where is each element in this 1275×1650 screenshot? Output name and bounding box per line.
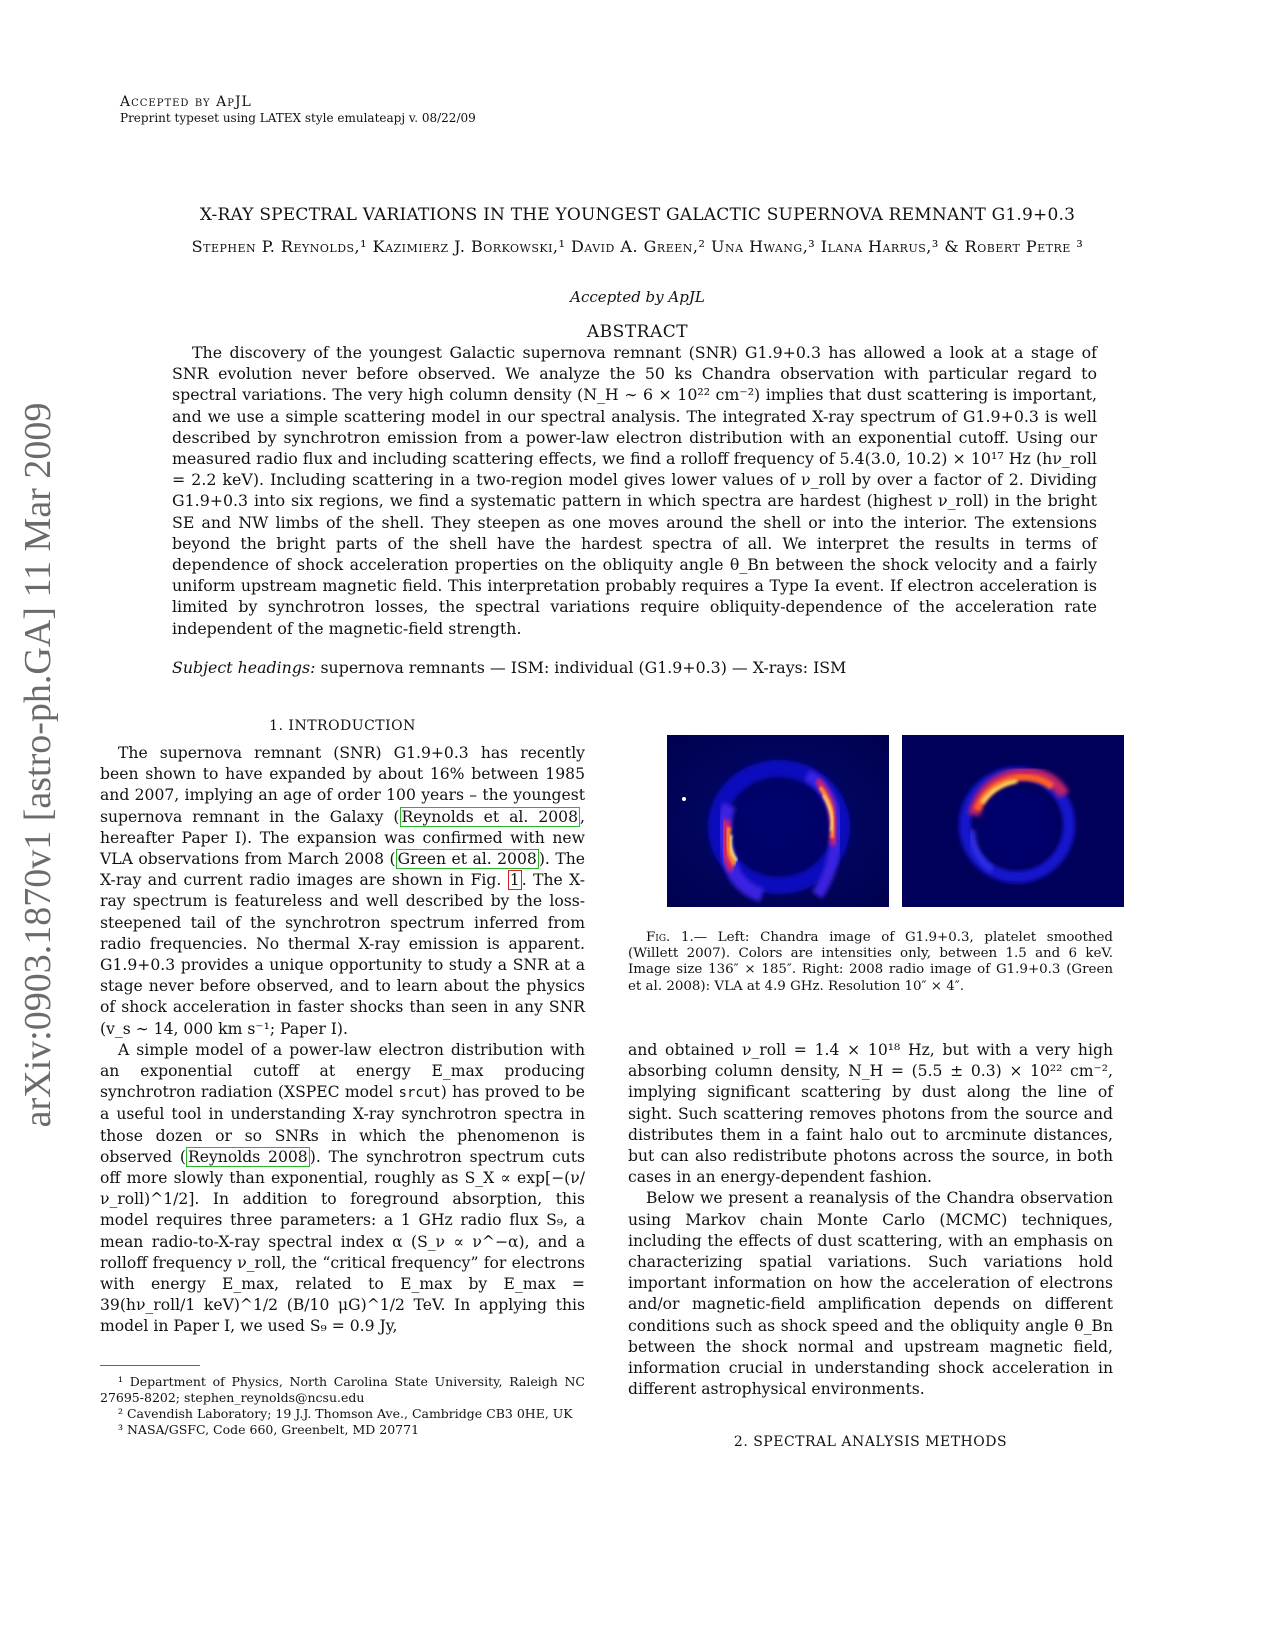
author-list: Stephen P. Reynolds,¹ Kazimierz J. Borkowski,¹ David A. Green,² Una Hwang,³ Ilana Harrus,³ & Robert Petre ³ (191, 237, 1084, 256)
footnotes (100, 1374, 585, 1438)
accepted-line: Accepted by ApJL (570, 288, 705, 306)
subject-headings-list: supernova remnants — ISM: individual (G1.9+0.3) — X-rays: ISM (320, 658, 847, 677)
abstract-text: The discovery of the youngest Galactic supernova remnant (SNR) G1.9+0.3 has allowed a look at a stage of SNR evolution never before observed. We analyze the 50 ks Chandra observation with particular regard to spectral variations. The very high column density (N_H ∼ 6 × 10²² cm⁻²) implies that dust scattering is important, and we use a simple scattering model in our spectral analysis. The integrated X-ray spectrum of G1.9+0.3 is well described by synchrotron emission from a power-law electron distribution with an exponential cutoff. Using our measured radio flux and including scattering effects, we find a rolloff frequency of 5.4(3.0, 10.2) × 10¹⁷ Hz (hν_roll = 2.2 keV). Including scattering in a two-region model gives lower values of ν_roll by over a factor of 2. Dividing G1.9+0.3 into six regions, we find a systematic pattern in which spectra are hardest (highest ν_roll) in the bright SE and NW limbs of the shell. They steepen as one moves around the shell or into the interior. The extensions beyond the bright parts of the shell have the hardest spectra of all. We interpret the results in terms of dependence of shock acceleration properties on the obliquity angle θ_Bn between the shock velocity and a fairly uniform upstream magnetic field. This interpretation probably requires a Type Ia event. If electron acceleration is limited by synchrotron losses, the spectral variations require obliquity-dependence of the acceleration rate independent of the magnetic-field strength. (172, 343, 1097, 638)
footnote: ² Cavendish Laboratory; 19 J.J. Thomson Ave., Cambridge CB3 0HE, UK (118, 1406, 573, 1421)
section-heading-methods: 2. SPECTRAL ANALYSIS METHODS (733, 1434, 1008, 1450)
chandra-xray-image (667, 735, 889, 907)
intro-paragraph-3: and obtained ν_roll = 1.4 × 10¹⁸ Hz, but with a very high absorbing column density, N_H = (5.5 ± 0.3) × 10²² cm⁻², implying significant scattering by dust along the line of sight. Such scattering removes photons from the source and distributes them in a faint halo out to arcminute distances, but can also redistribute photons across the source, in both cases in an energy-dependent fashion. (628, 1041, 1113, 1187)
figure-link[interactable]: 1 (509, 871, 520, 890)
inline-code: srcut (398, 1085, 441, 1102)
arxiv-stamp (8, 360, 68, 1170)
left-column (100, 743, 585, 1338)
intro-paragraph-4: Below we present a reanalysis of the Chandra observation using Markov chain Monte Carlo (MCMC) techniques, including the effects of dust scattering, with an emphasis on characterizing spatial variations. Such variations hold important information on how the acceleration of electrons and/or magnetic-field amplification depends on different conditions such as shock speed and the obliquity angle θ_Bn between the shock normal and upstream magnetic field, information crucial in understanding shock acceleration in different astrophysical environments. (628, 1189, 1113, 1399)
footnote: ¹ Department of Physics, North Carolina State University, Raleigh NC 27695-8202; stephen_reynolds@ncsu.edu (100, 1374, 585, 1405)
journal-status: Accepted by ApJL (120, 94, 252, 110)
citation-link[interactable]: Reynolds et al. 2008 (401, 807, 579, 826)
footnote-rule (100, 1365, 200, 1366)
right-column (628, 1040, 1113, 1400)
intro-paragraph-1: The supernova remnant (SNR) G1.9+0.3 has recently been shown to have expanded by about 16% between 1985 and 2007, implying an age of order 100 years – the youngest supernova remnant in the Galaxy ( Reynolds et al. 2008 , hereafter Paper I). The expansion was confirmed with new VLA observations from March 2008 ( Green et al. 2008 ). The X-ray and current radio images are shown in Fig. 1 . The X-ray spectrum is featureless and well described by the loss-steepened tail of the synchrotron spectrum inferred from radio frequencies. No thermal X-ray emission is apparent. G1.9+0.3 provides a unique opportunity to study a SNR at a stage never before observed, and to learn about the physics of shock acceleration in faster shocks than seen in any SNR (v_s ∼ 14, 000 km s⁻¹; Paper I). (100, 744, 585, 1038)
subject-headings-label: Subject headings: (172, 658, 316, 677)
section-heading-introduction: 1. INTRODUCTION (269, 718, 416, 734)
abstract-heading: ABSTRACT (586, 322, 689, 342)
figure-caption (628, 930, 1113, 995)
citation-link[interactable]: Green et al. 2008 (397, 850, 537, 869)
footnote: ³ NASA/GSFC, Code 660, Greenbelt, MD 20771 (118, 1422, 420, 1437)
intro-paragraph-2: A simple model of a power-law electron distribution with an exponential cutoff at energy E_max producing synchrotron radiation (XSPEC model srcut) has proved to be a useful tool in understanding X-ray synchrotron spectra in those dozen or so SNRs in which the phenomenon is observed ( Reynolds 2008 ). The synchrotron spectrum cuts off more slowly than exponential, roughly as S_X ∝ exp[−(ν/ν_roll)^1/2]. In addition to foreground absorption, this model requires three parameters: a 1 GHz radio flux S₉, a mean radio-to-X-ray spectral index α (S_ν ∝ ν^−α), and a rolloff frequency ν_roll, the “critical frequency” for electrons with energy E_max, related to E_max by E_max = 39(hν_roll/1 keV)^1/2 (B/10 μG)^1/2 TeV. In applying this model in Paper I, we used S₉ = 0.9 Jy, (100, 1040, 586, 1336)
citation-link[interactable]: Reynolds 2008 (188, 1147, 308, 1166)
paper-title: X-RAY SPECTRAL VARIATIONS IN THE YOUNGEST GALACTIC SUPERNOVA REMNANT G1.9+0.3 (199, 205, 1076, 225)
vla-radio-image (902, 735, 1124, 907)
figure-label: Fig. 1.— (646, 930, 708, 945)
arxiv-identifier: arXiv:0903.1870v1 [astro-ph.GA] 11 Mar 2009 (17, 402, 59, 1128)
preprint-note: Preprint typeset using LATEX style emulateapj v. 08/22/09 (120, 111, 476, 125)
subject-headings (172, 658, 1097, 677)
figure-caption-text: Left: Chandra image of G1.9+0.3, platelet smoothed (Willett 2007). Colors are intensities only, between 1.5 and 6 keV. Image size 136″ × 185″. Right: 2008 radio image of G1.9+0.3 (Green et al. 2008): VLA at 4.9 GHz. Resolution 10″ × 4″. (628, 930, 1113, 994)
